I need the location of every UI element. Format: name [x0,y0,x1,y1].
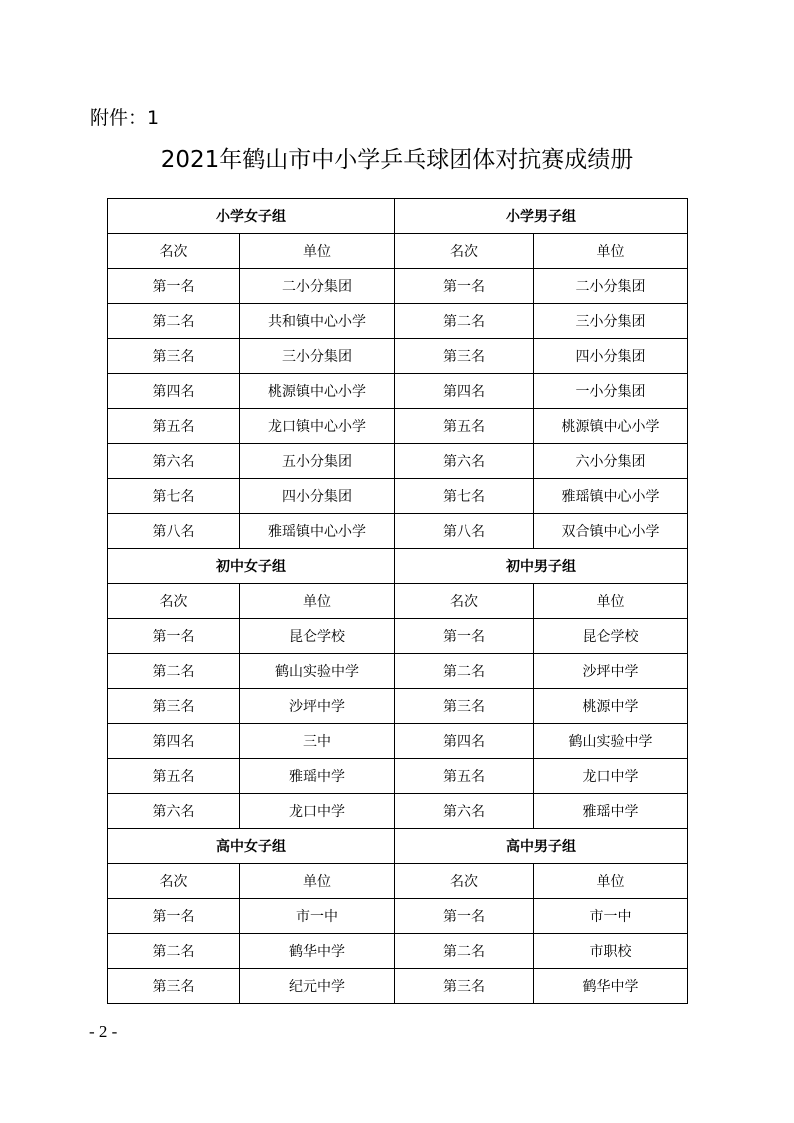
rank-cell: 第三名 [108,969,240,1004]
unit-cell: 雅瑶中学 [240,759,395,794]
unit-cell: 鹤华中学 [534,969,688,1004]
column-header-rank: 名次 [108,234,240,269]
group-title-left: 初中女子组 [108,549,395,584]
unit-cell: 市职校 [534,934,688,969]
table-row [108,444,688,479]
unit-cell: 龙口镇中心小学 [240,409,395,444]
table-row [108,409,688,444]
unit-cell: 市一中 [534,899,688,934]
rank-cell: 第四名 [108,724,240,759]
rank-cell: 第一名 [395,269,534,304]
unit-cell: 雅瑶镇中心小学 [240,514,395,549]
unit-cell: 鹤山实验中学 [534,724,688,759]
unit-cell: 双合镇中心小学 [534,514,688,549]
table-row [108,269,688,304]
table-row [108,759,688,794]
rank-cell: 第八名 [395,514,534,549]
unit-cell: 鹤华中学 [240,934,395,969]
unit-cell: 鹤山实验中学 [240,654,395,689]
column-header-unit: 单位 [534,234,688,269]
unit-cell: 二小分集团 [240,269,395,304]
column-header-rank: 名次 [395,234,534,269]
rank-cell: 第六名 [108,444,240,479]
unit-cell: 一小分集团 [534,374,688,409]
unit-cell: 六小分集团 [534,444,688,479]
table-row [108,339,688,374]
group-title-right: 初中男子组 [395,549,688,584]
unit-cell: 四小分集团 [534,339,688,374]
rank-cell: 第三名 [395,689,534,724]
unit-cell: 沙坪中学 [534,654,688,689]
rank-cell: 第三名 [395,969,534,1004]
column-header-unit: 单位 [240,234,395,269]
rank-cell: 第一名 [108,899,240,934]
group-header-row [108,549,688,584]
rank-cell: 第六名 [395,794,534,829]
unit-cell: 桃源镇中心小学 [534,409,688,444]
unit-cell: 共和镇中心小学 [240,304,395,339]
column-header-row [108,864,688,899]
table-row [108,724,688,759]
column-header-unit: 单位 [534,864,688,899]
rank-cell: 第五名 [395,759,534,794]
rank-cell: 第一名 [108,619,240,654]
rank-cell: 第六名 [395,444,534,479]
group-title-left: 高中女子组 [108,829,395,864]
rank-cell: 第一名 [395,619,534,654]
group-header-row [108,829,688,864]
group-header-row [108,199,688,234]
table-row [108,514,688,549]
rank-cell: 第二名 [395,654,534,689]
unit-cell: 二小分集团 [534,269,688,304]
unit-cell: 四小分集团 [240,479,395,514]
rank-cell: 第四名 [395,724,534,759]
unit-cell: 雅瑶镇中心小学 [534,479,688,514]
rank-cell: 第二名 [395,304,534,339]
table-row [108,304,688,339]
attachment-label: 附件：1 [90,107,160,129]
rank-cell: 第一名 [395,899,534,934]
rank-cell: 第二名 [395,934,534,969]
unit-cell: 纪元中学 [240,969,395,1004]
table-row [108,934,688,969]
table-row [108,619,688,654]
unit-cell: 雅瑶中学 [534,794,688,829]
rank-cell: 第六名 [108,794,240,829]
rank-cell: 第四名 [395,374,534,409]
unit-cell: 昆仑学校 [534,619,688,654]
table-row [108,479,688,514]
unit-cell: 五小分集团 [240,444,395,479]
table-row [108,374,688,409]
column-header-row [108,234,688,269]
column-header-rank: 名次 [395,584,534,619]
rank-cell: 第二名 [108,654,240,689]
group-title-right: 高中男子组 [395,829,688,864]
rank-cell: 第四名 [108,374,240,409]
rank-cell: 第二名 [108,934,240,969]
unit-cell: 龙口中学 [534,759,688,794]
unit-cell: 市一中 [240,899,395,934]
rank-cell: 第七名 [395,479,534,514]
rank-cell: 第三名 [108,689,240,724]
rank-cell: 第一名 [108,269,240,304]
rank-cell: 第八名 [108,514,240,549]
rank-cell: 第三名 [108,339,240,374]
table-row [108,689,688,724]
unit-cell: 龙口中学 [240,794,395,829]
column-header-unit: 单位 [240,584,395,619]
document-title: 2021年鹤山市中小学乒乓球团体对抗赛成绩册 [160,147,634,173]
column-header-rank: 名次 [395,864,534,899]
table-row [108,899,688,934]
results-table [107,198,688,1004]
table-row [108,969,688,1004]
column-header-rank: 名次 [108,864,240,899]
column-header-unit: 单位 [534,584,688,619]
unit-cell: 沙坪中学 [240,689,395,724]
rank-cell: 第五名 [395,409,534,444]
unit-cell: 桃源中学 [534,689,688,724]
page-number: - 2 - [89,1022,118,1041]
table-row [108,794,688,829]
table-row [108,654,688,689]
rank-cell: 第五名 [108,759,240,794]
unit-cell: 三小分集团 [240,339,395,374]
column-header-unit: 单位 [240,864,395,899]
unit-cell: 三中 [240,724,395,759]
column-header-row [108,584,688,619]
results-table-body [108,199,688,1004]
column-header-rank: 名次 [108,584,240,619]
rank-cell: 第五名 [108,409,240,444]
rank-cell: 第三名 [395,339,534,374]
group-title-left: 小学女子组 [108,199,395,234]
unit-cell: 昆仑学校 [240,619,395,654]
unit-cell: 三小分集团 [534,304,688,339]
unit-cell: 桃源镇中心小学 [240,374,395,409]
rank-cell: 第七名 [108,479,240,514]
rank-cell: 第二名 [108,304,240,339]
group-title-right: 小学男子组 [395,199,688,234]
